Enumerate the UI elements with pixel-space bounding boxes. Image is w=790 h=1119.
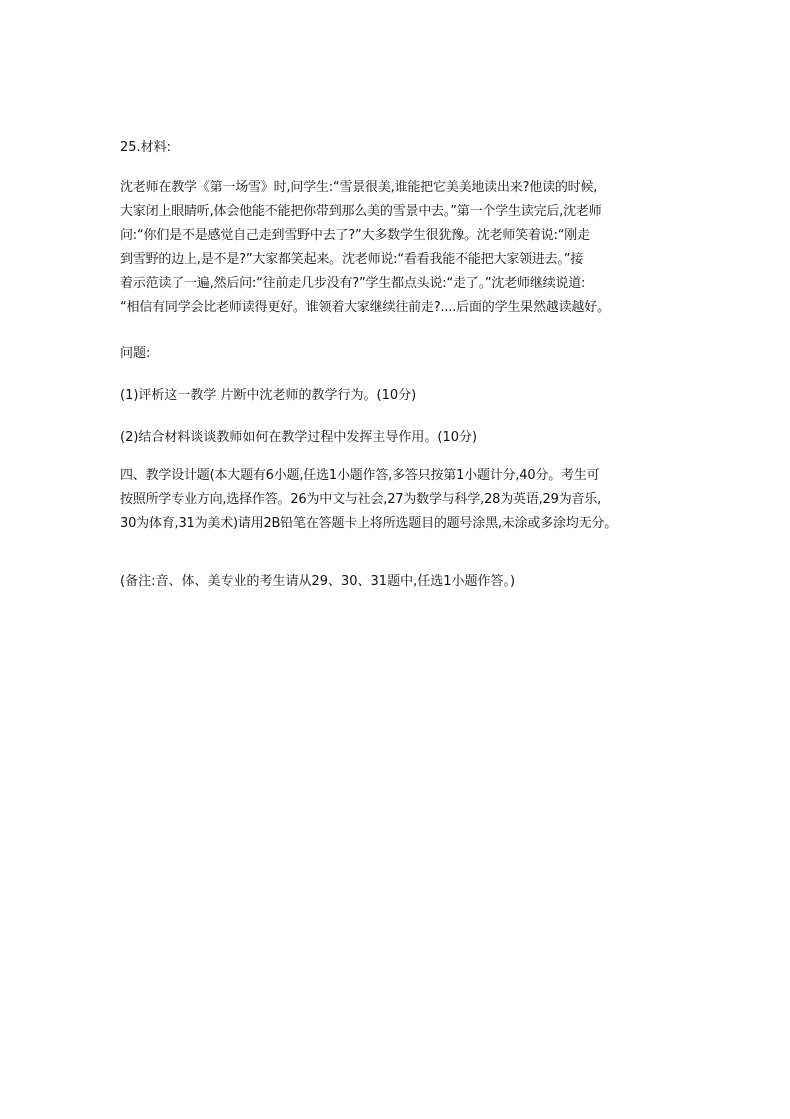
section-four-line: 按照所学专业方向,选择作答。26为中文与社会,27为数学与科学,28为英语,29为音乐,: [120, 492, 602, 507]
question-heading: [120, 136, 680, 160]
question-item-2: [120, 426, 680, 450]
section-four-line: 30为体育,31为美术)请用2B铅笔在答题卡上将所选题目的题号涂黑,未涂或多涂均无分。: [120, 516, 618, 531]
note-text: (备注:音、体、美专业的考生请从29、30、31题中,任选1小题作答。): [120, 574, 516, 589]
questions-label: 问题:: [120, 346, 151, 361]
note-block: [120, 570, 680, 594]
material-passage: [120, 176, 680, 320]
questions-heading: [120, 342, 680, 366]
question-text-2: (2)结合材料谈谈教师如何在教学过程中发挥主导作用。(10分): [120, 430, 478, 445]
section-four-line: 四、教学设计题(本大题有6小题,任选1小题作答,多答只按第1小题计分,40分。考生可: [120, 468, 600, 483]
section-four-instructions: [120, 464, 680, 536]
material-line: 沈老师在教学《第一场雪》时,问学生:“雪景很美,谁能把它美美地读出来?他读的时候,: [120, 180, 598, 195]
question-text-1: (1)评析这一教学 片断中沈老师的教学行为。(10分): [120, 388, 417, 403]
material-line: 问:“你们是不是感觉自己走到雪野中去了?”大多数学生很犹豫。沈老师笑着说:“刚走: [120, 228, 590, 243]
material-line: 到雪野的边上,是不是?”大家都笑起来。沈老师说:“看看我能不能把大家领进去。”接: [120, 252, 584, 267]
material-line: 着示范读了一遍,然后问:“往前走几步没有?”学生都点头说:“走了。”沈老师继续说道:: [120, 276, 586, 291]
material-line: 大家闭上眼睛听,体会他能不能把你带到那么美的雪景中去。”第一个学生读完后,沈老师: [120, 204, 602, 219]
question-item-1: [120, 384, 680, 408]
material-line: “相信有同学会比老师读得更好。谁领着大家继续往前走?....后面的学生果然越读越好。: [120, 300, 610, 315]
question-number-label: 25.材料:: [120, 140, 172, 155]
